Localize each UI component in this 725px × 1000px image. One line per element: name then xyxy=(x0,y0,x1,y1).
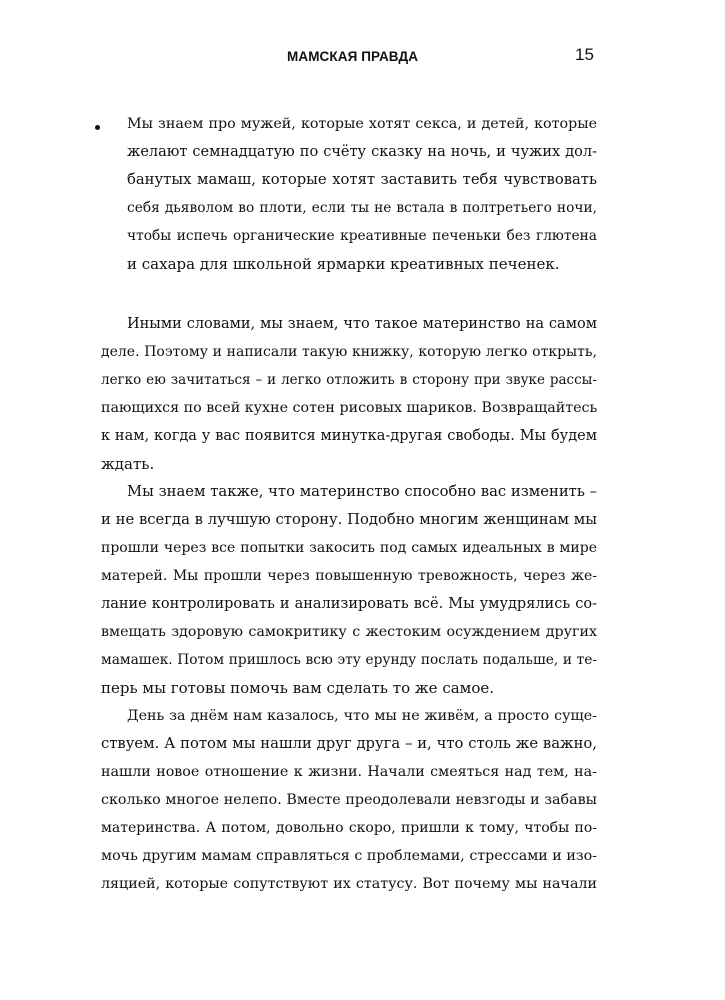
text-line: мочь другим мамам справляться с проблемами, стрессами и изо- xyxy=(101,848,597,864)
text-line: к нам, когда у вас появится минутка-другая свободы. Мы будем xyxy=(101,428,597,444)
bullet-list-item xyxy=(101,110,597,278)
text-line: материнства. А потом, довольно скоро, пришли к тому, чтобы по- xyxy=(101,820,597,836)
page-number: 15 xyxy=(575,45,594,64)
text-line: легко ею зачитаться – и легко отложить в сторону при звуке рассы- xyxy=(101,372,597,388)
running-title: МАМСКАЯ ПРАВДА xyxy=(287,49,419,64)
text-line: сколько многое нелепо. Вместе преодолевали невзгоды и забавы xyxy=(101,792,597,808)
text-line: Мы знаем про мужей, которые хотят секса, и детей, которые xyxy=(127,116,597,132)
text-line: ждать. xyxy=(101,455,155,473)
text-line: вмещать здоровую самокритику с жестоким осуждением других xyxy=(101,624,597,640)
text-line: и сахара для школьной ярмарки креативных печенек. xyxy=(127,255,560,273)
text-line: мамашек. Потом пришлось всю эту ерунду послать подальше, и те- xyxy=(101,652,597,668)
text-line: лание контролировать и анализировать всё. Мы умудрялись со- xyxy=(101,596,597,612)
text-line: деле. Поэтому и написали такую книжку, которую легко открыть, xyxy=(101,344,597,360)
text-line: матерей. Мы прошли через повышенную тревожность, через же- xyxy=(101,568,597,584)
text-line: перь мы готовы помочь вам сделать то же самое. xyxy=(101,679,495,697)
text-line: банутых мамаш, которые хотят заставить тебя чувствовать xyxy=(127,171,597,188)
text-line: День за днём нам казалось, что мы не живём, а просто суще- xyxy=(127,708,597,724)
text-line: Мы знаем также, что материнство способно вас изменить – xyxy=(127,483,597,500)
text-line: Иными словами, мы знаем, что такое материнство на самом xyxy=(127,316,597,332)
text-line: чтобы испечь органические креативные печеньки без глютена xyxy=(127,228,597,244)
text-line: пающихся по всей кухне сотен рисовых шариков. Возвращайтесь xyxy=(101,400,598,416)
text-line: нашли новое отношение к жизни. Начали смеяться над тем, на- xyxy=(101,764,597,780)
text-line: ствуем. А потом мы нашли друг друга – и, что столь же важно, xyxy=(101,735,597,752)
text-line: прошли через все попытки закосить под самых идеальных в мире xyxy=(101,540,597,556)
bullet-marker xyxy=(95,125,100,130)
text-line: себя дьяволом во плоти, если ты не встала в полтретьего ночи, xyxy=(127,200,597,216)
text-line: и не всегда в лучшую сторону. Подобно многим женщинам мы xyxy=(101,511,597,528)
text-line: желают семнадцатую по счёту сказку на ночь, и чужих дол- xyxy=(127,144,597,160)
body-text xyxy=(101,310,597,898)
text-line: ляцией, которые сопутствуют их статусу. Вот почему мы начали xyxy=(101,876,597,892)
